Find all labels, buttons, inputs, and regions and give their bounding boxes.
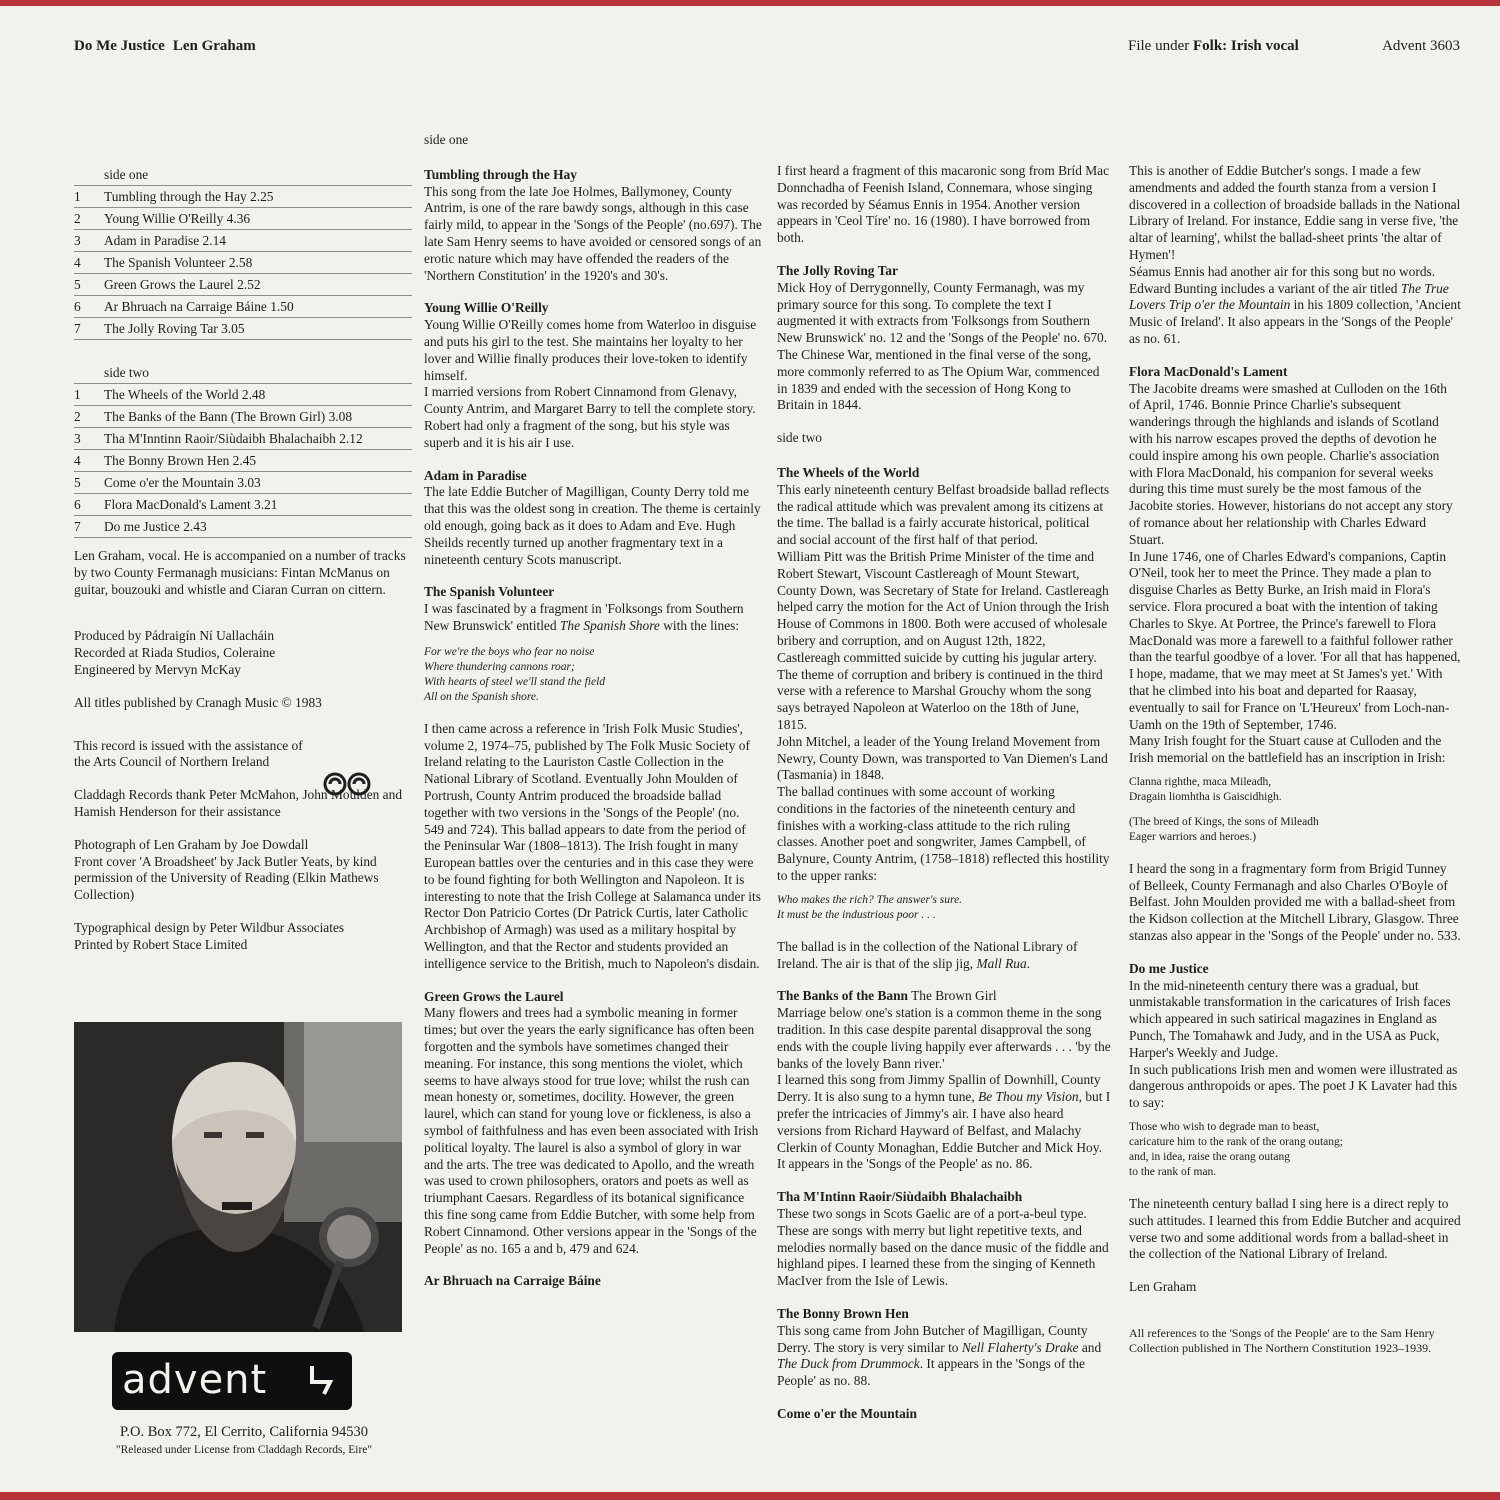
note-emphasis: Mall Rua — [976, 955, 1027, 971]
verse-line: With hearts of steel we'll stand the field — [424, 675, 606, 688]
verse-line: (The breed of Kings, the sons of Mileadh — [1129, 815, 1319, 828]
track-item — [74, 274, 412, 296]
verse-quote — [777, 893, 1111, 923]
track-title: Adam in Paradise 2.14 — [104, 233, 226, 248]
signature: Len Graham — [1129, 1279, 1197, 1295]
verse-line: Those who wish to degrade man to beast, — [1129, 1121, 1320, 1134]
track-title: The Spanish Volunteer 2.58 — [104, 255, 253, 270]
song-note: I married versions from Robert Cinnamond from Glenavy, County Antrim, and Margaret Barry to tell the complete story. Robert had only a fragment of the song, but his style was superb and it is his air I use. — [424, 384, 756, 450]
track-title: Do me Justice 2.43 — [104, 519, 207, 534]
photo-credits — [74, 837, 414, 904]
track-number: 4 — [74, 453, 81, 468]
song-note — [777, 1323, 1111, 1390]
track-number: 1 — [74, 387, 81, 402]
label-address: P.O. Box 772, El Cerrito, California 94530 — [119, 1424, 369, 1440]
song-note: John Mitchel, a leader of the Young Ireland Movement from Newry, County Down, was transported to Van Diemen's Land (Tasmania) in 1848. — [777, 733, 1108, 783]
note-emphasis: The Duck from Drummock — [777, 1356, 920, 1372]
artist-name: Len Graham — [172, 38, 256, 54]
note-emphasis: The Spanish Shore — [559, 617, 660, 633]
track-title: Green Grows the Laurel 2.52 — [104, 277, 261, 292]
publishing-credit: All titles published by Cranagh Music © 1983 — [74, 694, 322, 710]
design-credits — [74, 920, 414, 954]
album-heading — [74, 38, 256, 55]
song-note: I heard the song in a fragmentary form from Brigid Tunney of Belleek, County Fermanagh and also Charles O'Boyle of Belfast. John Moulden provided me with a ballad-sheet from the Kidson collection at the Mitchell Library, Glasgow. Three stanzas also appear in the 'Songs of the People' under no. 533. — [1129, 860, 1461, 944]
advent-logo — [112, 1352, 352, 1410]
song-note: I first heard a fragment of this macaronic song from Bríd Mac Donnchadha of Feenish Island, Connemara, whose singing was recorded by Séamus Ennis in 1954. Another version appears in 'Ceol Tíre' no. 16 (1980). I have borrowed from both. — [777, 163, 1110, 246]
note-text: and — [1078, 1339, 1102, 1355]
song-note: In June 1746, one of Charles Edward's companions, Captin O'Neil, took her to meet the Prince. They made a plan to disguise Charles as Betty Burke, an Irish maid in Flora's service. Flora procured a boat with the intention of taking Charles to Skye. At Portree, the Prince's farewell to Flora MacDonald was more a farewell to a faithful follower rather than the tearful goodbye of a lover. 'For all that has happened, I hope, madame, that we may meet at St James's yet.' With that he climbed into his boat and departed for Raasay, eventually to sail for France on 'L'Heureux' from Loch-nan-Uamh on the 19th of September, 1746. — [1129, 548, 1461, 732]
producer-credit: Produced by Pádraigín Ní Uallacháin — [74, 628, 275, 644]
song-note: This early nineteenth century Belfast broadside ballad reflects the radical attitude which was prevalent among its citizens at the time. The ballad is a fairly accurate historical, political and social account of the first half of that period. — [777, 481, 1110, 548]
song-note: Young Willie O'Reilly comes home from Waterloo in disguise and puts his girl to the test. She maintains her loyalty to her lover and Willie finally produces their love-token to identify himself. — [424, 317, 757, 383]
song-title: The Wheels of the World — [777, 464, 920, 480]
notes-column-1 — [424, 132, 762, 1290]
recording-credit: Recorded at Riada Studios, Coleraine — [74, 645, 276, 661]
song-note: In the mid-nineteenth century there was a gradual, but unmistakable transformation in the caricatures of Irish faces which appeared in such satirical magazines in England as Punch, The Tomahawk and Judy, and in the USA as Puck, Harper's Weekly and Judge. — [1129, 977, 1451, 1060]
track-number: 2 — [74, 409, 81, 424]
track-item — [74, 208, 412, 230]
track-number: 6 — [74, 299, 81, 314]
song-title: The Banks of the Bann — [777, 988, 908, 1004]
song-title: The Bonny Brown Hen — [777, 1306, 909, 1322]
footnote: All references to the 'Songs of the People' are to the Sam Henry Collection published in The Northern Constitution 1923–1939. — [1129, 1326, 1435, 1356]
song-title: Do me Justice — [1129, 960, 1209, 976]
track-number: 7 — [74, 321, 81, 336]
track-title: The Banks of the Bann (The Brown Girl) 3.08 — [104, 409, 353, 424]
production-credits — [74, 628, 414, 678]
track-list — [74, 164, 412, 538]
track-title: The Bonny Brown Hen 2.45 — [104, 453, 257, 468]
song-title: Come o'er the Mountain — [777, 1406, 917, 1421]
artist-photo — [74, 1022, 402, 1332]
song-title: Adam in Paradise — [424, 467, 527, 483]
song-note: The nineteenth century ballad I sing here is a direct reply to such attitudes. I learned this from Eddie Butcher and acquired verse two and some additional words from a ballad-sheet in the collection of the National Library of Ireland. — [1129, 1196, 1461, 1262]
track-item — [74, 296, 412, 318]
song-title: Tumbling through the Hay — [424, 166, 577, 182]
track-item — [74, 406, 412, 428]
track-item — [74, 428, 412, 450]
note-text: . It appears in the 'Songs of the People' as no. 88. — [777, 1356, 1085, 1389]
note-text: , but I prefer the intricacies of Jimmy's air. I have also heard versions from Richard Hayward of Belfast, and Malachy Clerkin of County Monaghan, Eddie Butcher and Mick Hoy. It appears in the 'Songs of the People' as no. 86. — [777, 1089, 1111, 1172]
song-note: Mick Hoy of Derrygonnelly, County Fermanagh, was my primary source for this song. To complete the text I augmented it with extracts from 'Folksongs from Southern New Brunswick' no. 12 and the 'Songs of the People' no. 670. The Chinese War, mentioned in the final verse of the song, more commonly referred to as The Opium War, commenced in 1839 and ended with the secession of Hong Kong to Britain in 1844. — [777, 279, 1108, 413]
song-note — [777, 1072, 1111, 1173]
track-item — [74, 252, 412, 274]
song-title: Young Willie O'Reilly — [424, 300, 549, 316]
performers-credit: Len Graham, vocal. He is accompanied on a number of tracks by two County Fermanagh musicians: Fintan McManus on guitar, bouzouki and whistle and Ciaran Curran on cittern. — [74, 548, 406, 597]
header — [74, 38, 1460, 60]
notes-column-3 — [1129, 163, 1461, 1372]
thanks-credit: Claddagh Records thank Peter McMahon, John Moulden and Hamish Henderson for their assistance — [74, 787, 403, 819]
irish-inscription — [1129, 775, 1461, 805]
song-note: The Jacobite dreams were smashed at Culloden on the 16th of April, 1746. Bonnie Prince Charlie's subsequent wanderings through the highlands and islands of Scotland with his narrow escapes proved the depths of devotion he could inspire among his own people. Charlie's association with Flora MacDonald, his companion for several weeks during this time must surely be the most famous of the Jacobite stories. However, historians do not accept any story of romance about her relationship with Charles Edward Stuart. — [1129, 380, 1453, 547]
license-note: "Released under License from Claddagh Records, Eire" — [115, 1444, 373, 1456]
note-text: The ballad is in the collection of the National Library of Ireland. The air is that of the slip jig, — [777, 938, 1078, 971]
song-note: These two songs in Scots Gaelic are of a port-a-beul type. These are songs with merry but light repetitive texts, and melodies normally based on the dance music of the fiddle and highland pipes. I learned these from the singing of Kenneth MacIver from the Isle of Lewis. — [777, 1206, 1109, 1289]
note-text: I learned this song from Jimmy Spallin of Downhill, County Derry. It is also sung to a hymn tune, — [777, 1072, 1101, 1105]
note-text: . — [1026, 955, 1031, 971]
top-edge — [0, 0, 1500, 6]
note-emphasis: Be Thou my Vision — [978, 1089, 1079, 1105]
track-title: Flora MacDonald's Lament 3.21 — [104, 497, 278, 512]
verse-quote — [424, 645, 762, 705]
track-item — [74, 472, 412, 494]
track-number: 6 — [74, 497, 81, 512]
advent-logo-text: advent — [122, 1357, 268, 1403]
design-credit: Typographical design by Peter Wildbur Associates — [74, 919, 345, 935]
catalog-number: Advent 3603 — [1382, 38, 1460, 54]
notes-side-two-label: side two — [777, 430, 823, 446]
song-heading — [777, 988, 1111, 1005]
album-title: Do Me Justice — [74, 38, 165, 54]
verse-line: to the rank of man. — [1129, 1166, 1217, 1179]
track-number: 4 — [74, 255, 81, 270]
tracklist-side-one-label: side one — [74, 164, 412, 186]
song-note: Many Irish fought for the Stuart cause at Culloden and the Irish memorial on the battlefield has an inscription in Irish: — [1129, 733, 1446, 766]
arts-council-credit: This record is issued with the assistance of the Arts Council of Northern Ireland — [74, 737, 303, 770]
verse-line: Eager warriors and heroes.) — [1129, 830, 1257, 843]
song-subtitle: The Brown Girl — [907, 988, 997, 1004]
song-note: This is another of Eddie Butcher's songs. I made a few amendments and added the fourth stanza from a version I discovered in a collection of broadside ballads in the National Library of Ireland. For instance, Eddie sang in verse five, 'the altar of learning', whilst the ballad-sheet prints 'the altar of Hymen'! — [1129, 163, 1461, 262]
track-title: The Jolly Roving Tar 3.05 — [104, 321, 245, 336]
track-title: Young Willie O'Reilly 4.36 — [104, 211, 251, 226]
song-note — [424, 601, 762, 635]
song-note — [777, 939, 1111, 973]
note-text: in his 1809 collection, 'Ancient Music of Ireland'. It also appears in the 'Songs of the People' as no. 61. — [1129, 297, 1461, 346]
note-emphasis: Nell Flaherty's Drake — [961, 1339, 1079, 1355]
credits — [74, 548, 414, 970]
track-title: Tha M'Inntinn Raoir/Siùdaibh Bhalachaibh 2.12 — [104, 431, 363, 446]
notes-side-one-label: side one — [424, 132, 469, 147]
track-item — [74, 186, 412, 208]
track-number: 7 — [74, 519, 81, 534]
verse-quote — [1129, 1120, 1461, 1180]
song-note: This song from the late Joe Holmes, Ballymoney, County Antrim, is one of the rare bawdy songs, although in this case fairly mild, to appear in the 'Songs of the People' (no.697). The late Sam Henry seems to have avoided or censored songs of an erotic nature which may have offended the readers of the 'Northern Constitution' in the 1920's and 30's. — [424, 183, 762, 283]
song-note: I then came across a reference in 'Irish Folk Music Studies', volume 2, 1974–75, published by The Folk Music Society of Ireland relating to the Lauriston Castle Collection in the National Library of Scotland. Eventually John Moulden of Portrush, County Antrim produced the broadside ballad together with two versions in the 'Songs of the People' (no. 549 and 724). This ballad appears to date from the period of the Peninsular War (1808–1813). The Irish fought in many European battles over the centuries and in this case they were to be found fighting for both Wellington and Napoleon. It is interesting to note that the Irish College at Salamanca under its Rector Don Patricio Cortes (Dr Patrick Curtis, later Catholic Archbishop of Armagh) was used as a military hospital by Wellington, and that the Rector and students provided an intelligence service to the British, much to Napoleon's disdain. — [424, 720, 761, 971]
note-emphasis: The True Lovers Trip o'er the Mountain — [1129, 280, 1449, 313]
track-item — [74, 494, 412, 516]
note-text: with the lines: — [659, 617, 740, 633]
file-under-genre: Folk: Irish vocal — [1193, 38, 1299, 54]
song-title: Flora MacDonald's Lament — [1129, 363, 1288, 379]
song-note: Many flowers and trees had a symbolic meaning in former times; but over the years the early significance has often been forgotten and the symbols have sometimes changed their meaning. For instance, this song mentions the violet, which seems to have always stood for true love; whilst the rush can mean honesty or, sometimes, docility. However, the green laurel, which can stand for young love or fickleness, is also a symbol of faithfulness and has even been associated with Irish political loyalty. The laurel is also a symbol of glory in war and the arts. The tree was dedicated to Apollo, and the wreath was used to crown philosophers, orators and poets as well as triumphant Caesars. Regardless of its botanical significance this fine song came from Eddie Butcher, with some help from Robert Cinnamond. Other versions appear in the 'Songs of the People' as no. 165 a and b, 479 and 624. — [424, 1005, 759, 1256]
song-title: Ar Bhruach na Carraige Báine — [424, 1273, 601, 1289]
engineer-credit: Engineered by Mervyn McKay — [74, 661, 241, 677]
song-title: Tha M'Intinn Raoir/Siùdaibh Bhalachaibh — [777, 1189, 1023, 1205]
note-text: This song came from John Butcher of Magilligan, County Derry. The story is very similar to — [777, 1322, 1088, 1355]
verse-line: Where thundering cannons roar; — [424, 660, 575, 673]
song-note: The ballad continues with some account of working conditions in the factories of the nineteenth century and finishes with a working-class attitude to the rich ruling classes. Another poet and songwriter, James Campbell, of Balynure, County Antrim, (1758–1818) reflected this hostility to the upper ranks: — [777, 784, 1110, 884]
track-item — [74, 230, 412, 252]
track-number: 1 — [74, 189, 81, 204]
track-title: Ar Bhruach na Carraige Báine 1.50 — [104, 299, 294, 314]
song-note: The late Eddie Butcher of Magilligan, County Derry told me that this was the oldest song in creation. The theme is certainly old enough, going back as it does to Adam and Eve. Hugh Sheilds recently turned up another fragmentary text in a nineteenth century Scots manuscript. — [424, 484, 761, 567]
notes-column-2 — [777, 163, 1111, 1423]
song-note: The theme of corruption and bribery is continued in the third verse with a reference to Marshal Grouchy whom the song says betrayed Napoleon at Waterloo on the 18th of June, 1815. — [777, 666, 1103, 732]
note-text: I was fascinated by a fragment in 'Folksongs from Southern New Brunswick' entitled — [424, 601, 744, 633]
verse-line: All on the Spanish shore. — [424, 690, 539, 703]
track-number: 3 — [74, 431, 81, 446]
verse-line: It must be the industrious poor . . . — [777, 908, 936, 921]
track-number: 2 — [74, 211, 81, 226]
verse-line: Clanna righthe, maca Mileadh, — [1129, 775, 1272, 788]
photo-credit: Photograph of Len Graham by Joe Dowdall — [74, 836, 309, 852]
track-item — [74, 450, 412, 472]
cover-credit: Front cover 'A Broadsheet' by Jack Butler Yeats, by kind permission of the University of Reading (Elkin Mathews Collection) — [74, 853, 379, 903]
inscription-translation — [1129, 815, 1461, 845]
arrow-icon — [308, 1364, 338, 1398]
song-note — [1129, 264, 1461, 348]
track-title: Come o'er the Mountain 3.03 — [104, 475, 261, 490]
note-text: Séamus Ennis had another air for this song but no words. Edward Bunting includes a variant of the air titled — [1129, 263, 1436, 296]
track-item — [74, 516, 412, 538]
verse-line: caricature him to the rank of the orang outang; — [1129, 1136, 1343, 1149]
song-note: Marriage below one's station is a common theme in the song tradition. In this case despite parental disapproval the song ends with the couple living happily ever afterwards . . . 'by the banks of the lovely Bann river.' — [777, 1005, 1111, 1071]
arts-council-logo — [322, 771, 372, 797]
file-under — [1128, 38, 1299, 55]
tracklist-side-two-label: side two — [74, 362, 412, 384]
song-title: The Spanish Volunteer — [424, 584, 555, 600]
track-number: 5 — [74, 277, 81, 292]
artist-photo-image — [74, 1022, 402, 1332]
track-title: The Wheels of the World 2.48 — [104, 387, 266, 402]
verse-line: For we're the boys who fear no noise — [424, 645, 595, 658]
verse-line: Who makes the rich? The answer's sure. — [777, 893, 963, 906]
track-item — [74, 384, 412, 406]
track-title: Tumbling through the Hay 2.25 — [104, 189, 274, 204]
bottom-edge — [0, 1492, 1500, 1500]
verse-line: Dragain liomhtha is Gaiscidhigh. — [1129, 790, 1282, 803]
song-note: In such publications Irish men and women were illustrated as dangerous anthropoids or apes. The poet J K Lavater had this to say: — [1129, 1061, 1458, 1111]
track-number: 3 — [74, 233, 81, 248]
track-item — [74, 318, 412, 340]
track-number: 5 — [74, 475, 81, 490]
song-title: The Jolly Roving Tar — [777, 262, 898, 278]
song-note: William Pitt was the British Prime Minister of the time and Robert Stewart, Viscount Castlereagh of Mount Stewart, County Down, was Secretary of State for Ireland. Castlereagh helped carry the motion for the Act of Union through the Irish House of Commons in 1800. Both were accused of wholesale bribery and corruption, and on August 12th, 1822, Castlereagh committed suicide by cutting his jugular artery. — [777, 548, 1110, 665]
file-under-prefix: File under — [1128, 38, 1190, 54]
printer-credit: Printed by Robert Stace Limited — [74, 936, 248, 952]
song-title: Green Grows the Laurel — [424, 988, 564, 1004]
verse-line: and, in idea, raise the orang outang — [1129, 1151, 1290, 1164]
